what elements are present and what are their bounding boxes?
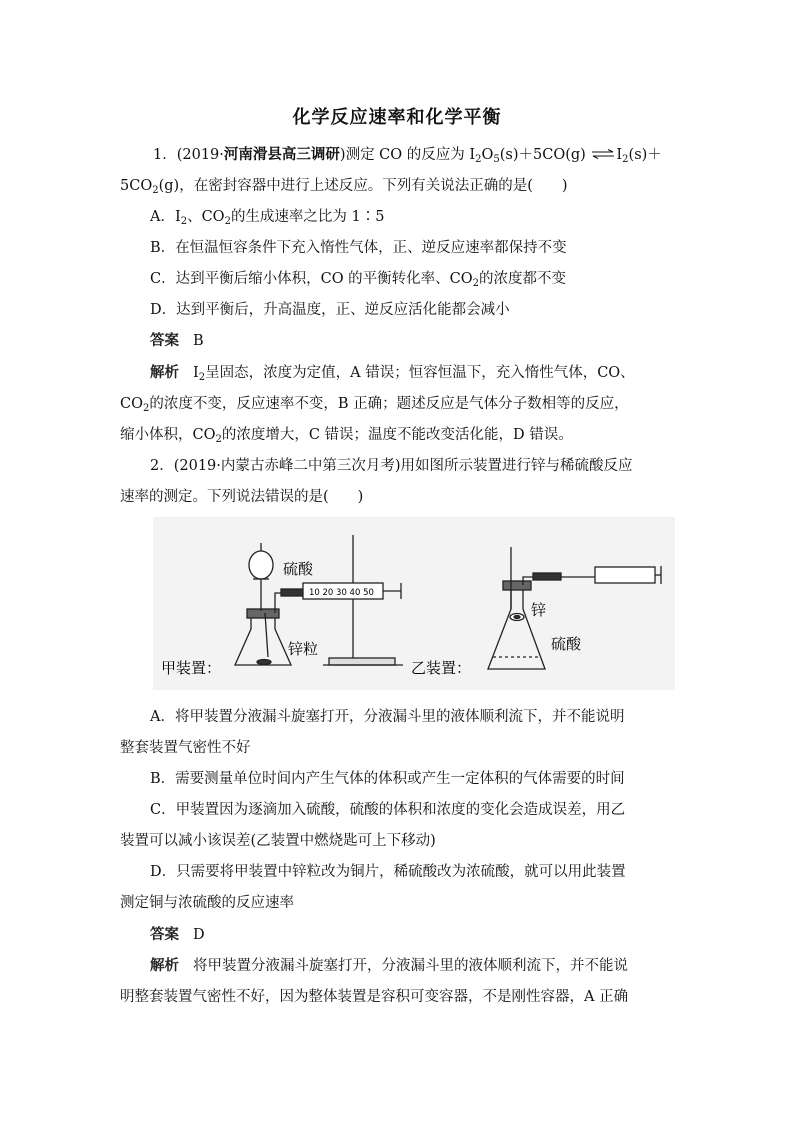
analysis-text: 的浓度不变，反应速率不变，B 正确；题述反应是气体分子数相等的反应，	[149, 396, 629, 412]
q2-answer	[150, 925, 205, 945]
answer-label: 答案	[150, 332, 179, 349]
q2-option-c-line1: C．甲装置因为逐滴加入硫酸，硫酸的体积和浓度的变化会造成误差，用乙	[150, 802, 626, 818]
q2-analysis-line1	[150, 956, 628, 976]
q1-stem-line2	[120, 176, 568, 196]
answer-value: D	[193, 927, 205, 943]
option-text: A．I	[150, 209, 181, 225]
option-text: 的浓度都不变	[479, 271, 567, 287]
analysis-text: I	[193, 365, 199, 381]
answer-label: 答案	[150, 926, 179, 943]
subscript: 2	[215, 434, 222, 445]
q2-stem-line1: 2．(2019·内蒙古赤峰二中第三次月考)用如图所示装置进行锌与稀硫酸反应	[150, 458, 633, 474]
page-title: 化学反应速率和化学平衡	[292, 107, 502, 128]
q1-stem-text: )测定 CO 的反应为 I	[339, 147, 476, 163]
q2-option-b: B．需要测量单位时间内产生气体的体积或产生一定体积的气体需要的时间	[150, 771, 625, 787]
label-sulfuric-acid-left: 硫酸	[283, 560, 314, 578]
q1-analysis-line1	[150, 363, 635, 383]
q1-option-a	[150, 207, 385, 227]
q1-answer	[150, 331, 204, 351]
analysis-label: 解析	[150, 957, 179, 974]
subscript: 2	[180, 216, 188, 227]
q1-option-d: D．达到平衡后，升高温度，正、逆反应活化能都会减小	[150, 302, 510, 318]
q1-stem-text: 5CO	[120, 178, 153, 194]
q1-stem-line1	[153, 145, 662, 165]
q2-option-d-line2: 测定铜与浓硫酸的反应速率	[120, 895, 294, 911]
label-sulfuric-acid-right: 硫酸	[551, 635, 582, 653]
q1-stem-text: O	[481, 147, 494, 163]
subscript: 5	[493, 154, 500, 165]
analysis-text: CO	[120, 396, 143, 412]
label-zinc-granules: 锌粒	[288, 640, 319, 658]
q1-option-b: B．在恒温恒容条件下充入惰性气体，正、逆反应速率都保持不变	[150, 240, 567, 256]
option-text: 、CO	[187, 209, 225, 225]
q1-source-prefix: 1．(2019·	[153, 147, 224, 163]
q1-stem-text: (s)＋	[628, 147, 662, 163]
q1-analysis-line3	[120, 425, 573, 445]
q2-stem-line2: 速率的测定。下列说法错误的是( )	[120, 489, 364, 505]
q1-source: 河南滑县高三调研	[223, 146, 340, 163]
subscript: 2	[198, 372, 206, 383]
q2-option-a-line1: A．将甲装置分液漏斗旋塞打开，分液漏斗里的液体顺利流下，并不能说明	[150, 709, 625, 725]
syringe-scale: 10 20 30 40 50	[309, 588, 374, 598]
label-apparatus-b: 乙装置：	[411, 659, 472, 677]
analysis-text: 将甲装置分液漏斗旋塞打开，分液漏斗里的液体顺利流下，并不能说	[193, 958, 628, 974]
subscript: 2	[472, 278, 480, 289]
q1-option-c	[150, 269, 566, 289]
q1-stem-text: (g)，在密封容器中进行上述反应。下列有关说法正确的是( )	[158, 178, 568, 194]
q2-option-a-line2: 整套装置气密性不好	[120, 740, 251, 756]
q2-option-d-line1: D．只需要将甲装置中锌粒改为铜片，稀硫酸改为浓硫酸，就可以用此装置	[150, 864, 626, 880]
q1-analysis-line2	[120, 394, 629, 414]
apparatus-figure	[153, 517, 675, 690]
subscript: 2	[224, 216, 231, 227]
label-zinc: 锌	[531, 601, 547, 619]
answer-value: B	[193, 333, 204, 349]
analysis-text: 呈固态，浓度为定值，A 错误；恒容恒温下，充入惰性气体，CO、	[205, 365, 635, 381]
analysis-text: 缩小体积，CO	[120, 427, 216, 443]
analysis-text: 的浓度增大，C 错误；温度不能改变活化能，D 错误。	[221, 427, 573, 443]
subscript: 2	[152, 185, 159, 196]
q1-stem-text: (s)＋5CO(g)	[499, 147, 586, 163]
subscript: 2	[622, 154, 629, 165]
equilibrium-arrow-icon	[590, 145, 616, 165]
option-text: 的生成速率之比为 1∶5	[230, 209, 385, 225]
subscript: 2	[475, 154, 482, 165]
analysis-label: 解析	[150, 364, 179, 381]
subscript: 2	[142, 403, 150, 414]
q1-stem-text: I	[616, 147, 623, 163]
q2-analysis-line2: 明整套装置气密性不好，因为整体装置是容积可变容器，不是刚性容器，A 正确	[120, 989, 629, 1005]
label-apparatus-a: 甲装置：	[161, 659, 222, 677]
q2-option-c-line2: 装置可以减小该误差(乙装置中燃烧匙可上下移动)	[120, 833, 436, 849]
option-text: C．达到平衡后缩小体积，CO 的平衡转化率、CO	[150, 271, 473, 287]
